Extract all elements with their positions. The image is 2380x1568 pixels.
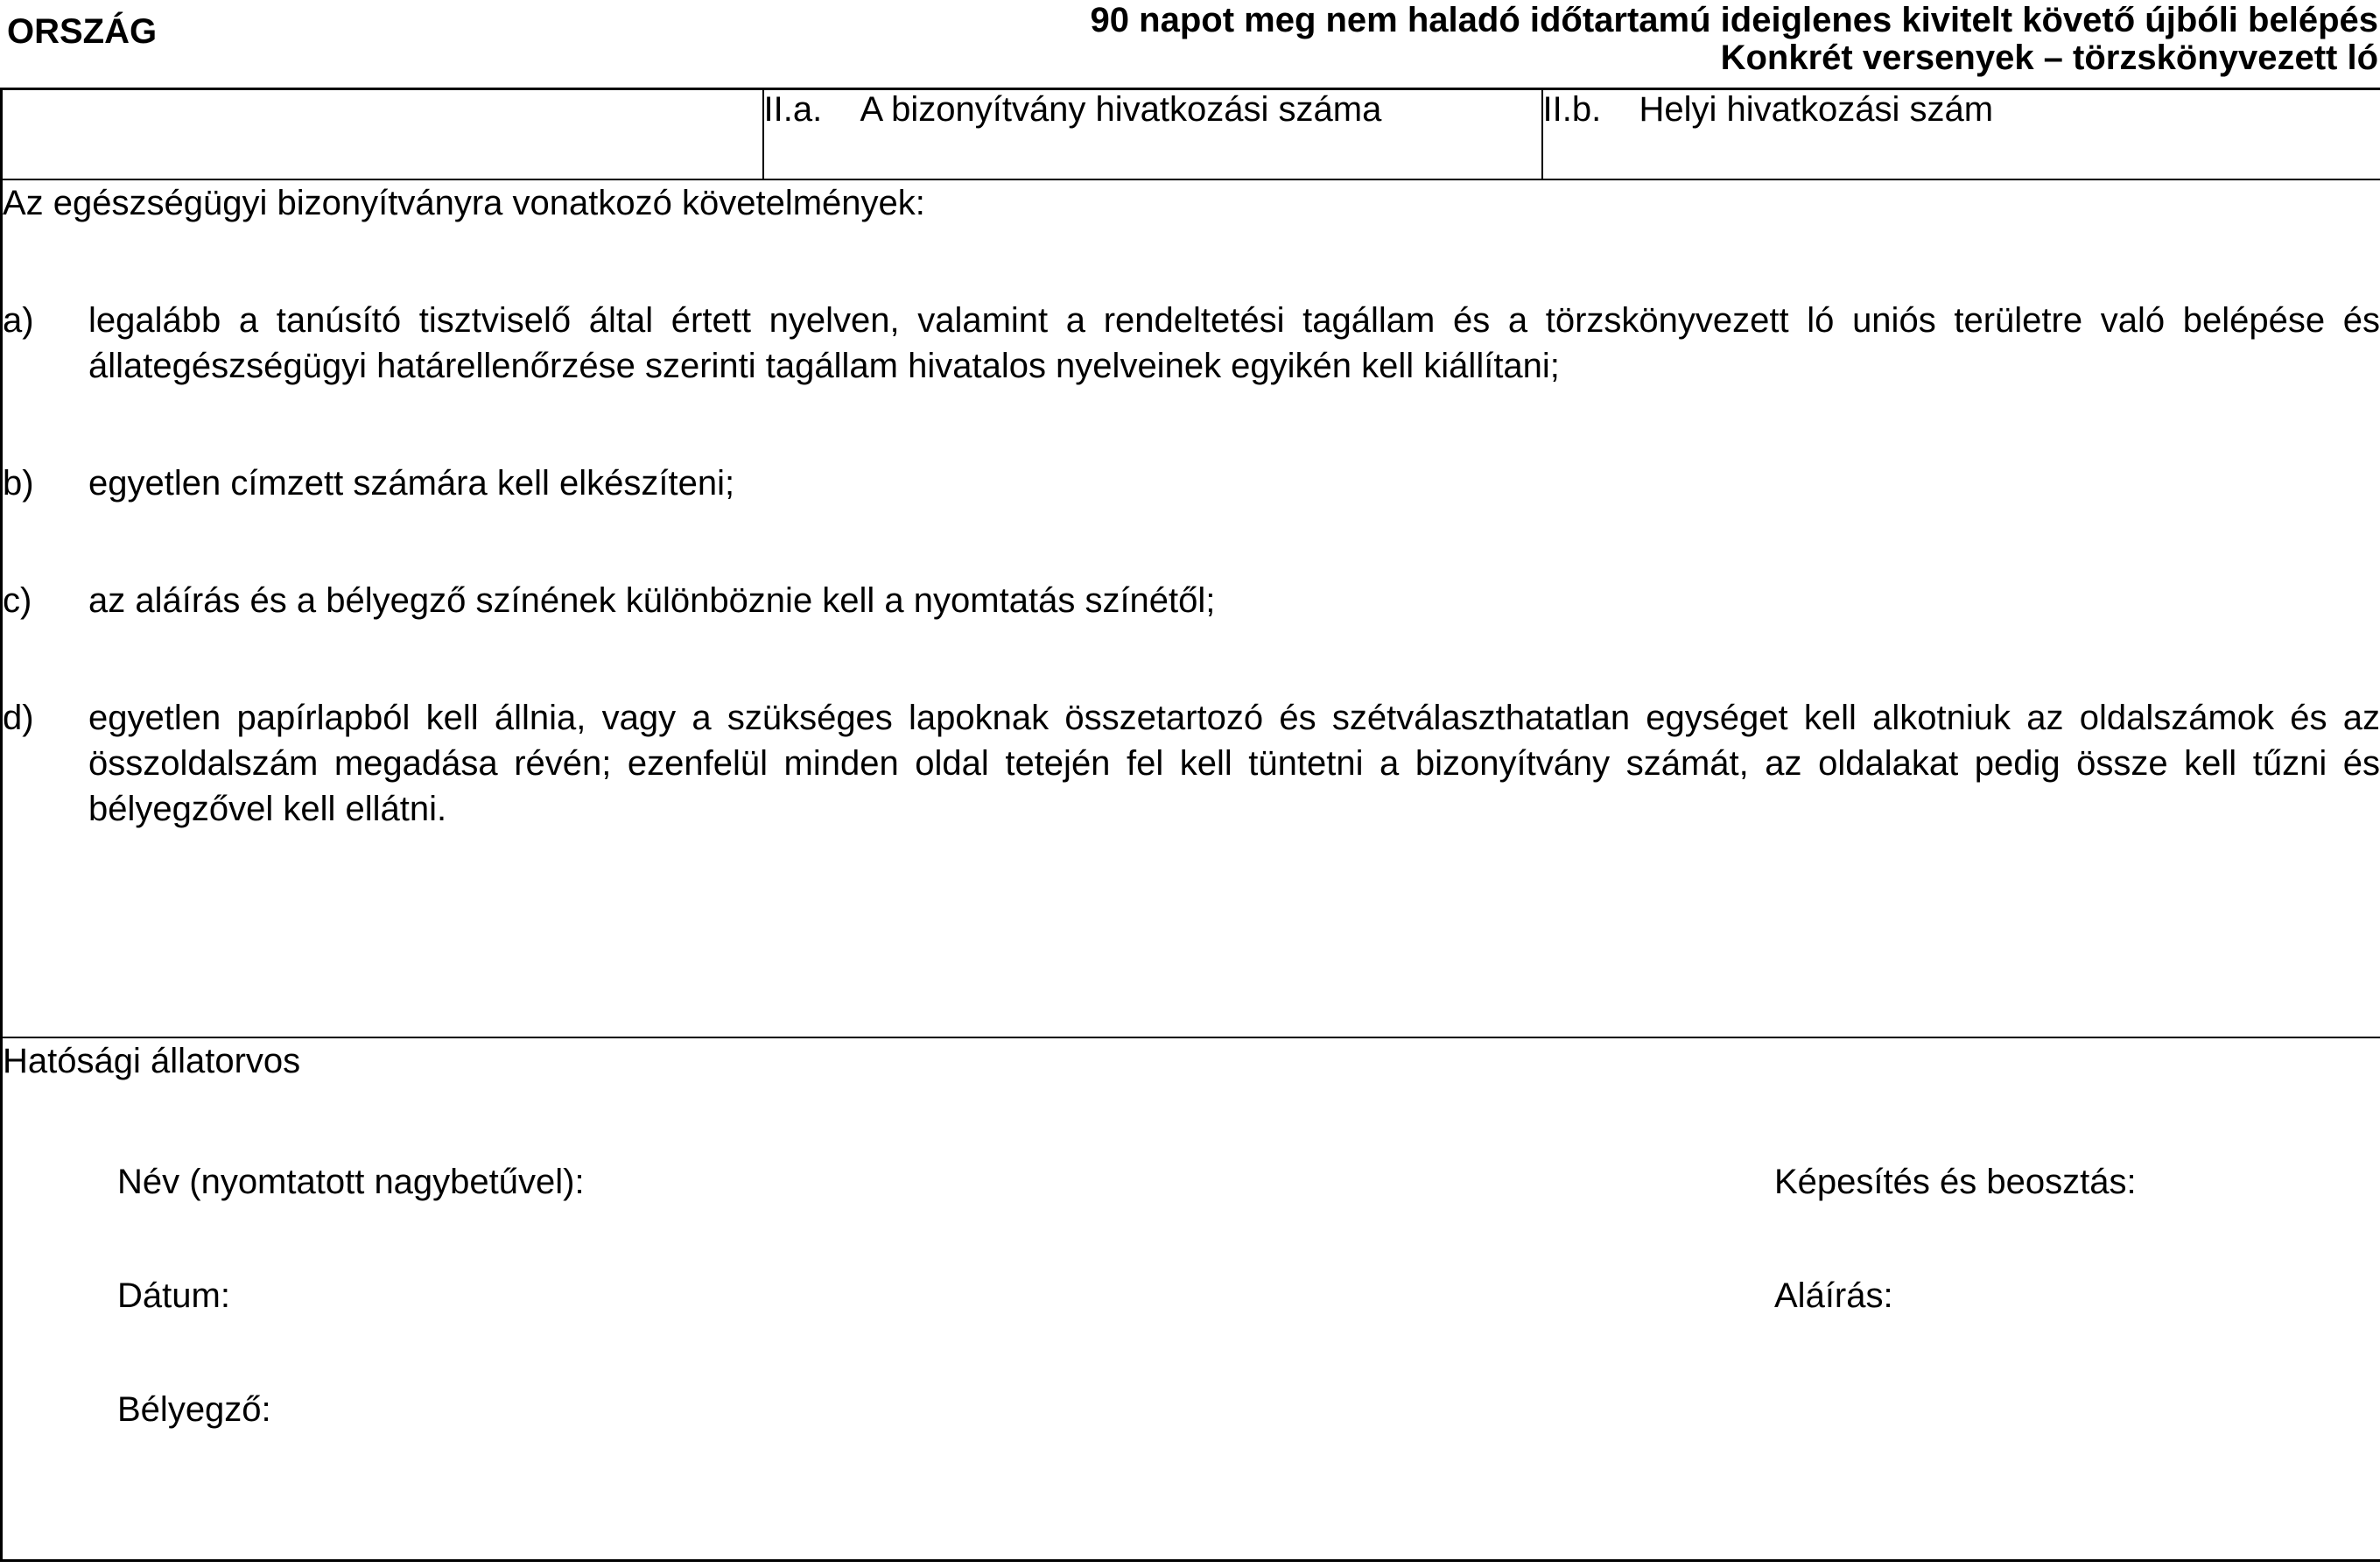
requirement-item-d-text: egyetlen papírlapból kell állnia, vagy a szükséges lapoknak összetartozó és szétválaszthatatlan egységet kell alkotniuk az oldalszámok és az összoldalszám megadása révén; ezenfelül minden oldal tetején fel kell tüntetni a bizonyítvány számát, az oldalakat pedig össze kell tűzni és bélyegzővel kell ellátni. <box>88 698 2380 828</box>
signature-cell <box>2 1037 2380 1561</box>
stamp-row <box>3 1387 2380 1432</box>
requirement-item-b <box>3 461 2380 506</box>
signature-label: Aláírás: <box>1774 1276 1893 1315</box>
date-label: Dátum: <box>117 1276 230 1315</box>
local-reference-cell <box>1542 89 2380 179</box>
requirements-intro: Az egészségügyi bizonyítványra vonatkozó követelmények: <box>3 183 925 222</box>
requirement-item-a-label: a) <box>3 300 34 340</box>
date-signature-row <box>3 1273 2380 1318</box>
signature-row <box>2 1037 2380 1561</box>
certificate-reference-prefix: II.a. <box>763 90 823 129</box>
local-reference-label: Helyi hivatkozási szám <box>1639 90 1994 129</box>
requirement-item-d <box>3 695 2380 832</box>
requirement-item-a-text: legalább a tanúsító tisztviselő által értett nyelven, valamint a rendeltetési tagállam és a törzskönyvezett ló uniós területre való belépése és állategészségügyi határellenőrzése szerinti tagállam hivatalos nyelveinek egyikén kell kiállítani; <box>88 300 2380 385</box>
requirement-item-b-label: b) <box>3 463 34 503</box>
requirement-item-c <box>3 578 2380 623</box>
requirement-item-a <box>3 298 2380 389</box>
requirements-row <box>2 179 2380 1037</box>
document-title-line1: 90 napot meg nem haladó időtartamú ideiglenes kivitelt követő újbóli belépés <box>1090 1 2378 39</box>
stamp-label: Bélyegző: <box>117 1389 271 1429</box>
official-veterinarian-heading: Hatósági állatorvos <box>3 1041 301 1080</box>
qualification-label: Képesítés és beosztás: <box>1774 1162 2137 1201</box>
country-label: ORSZÁG <box>7 12 158 51</box>
requirements-cell <box>2 179 2380 1037</box>
certificate-reference-cell <box>763 89 1542 179</box>
reference-empty-cell <box>2 89 763 179</box>
reference-header-row <box>2 89 2380 179</box>
page-header <box>0 0 2380 88</box>
certificate-reference-label: A bizonyítvány hivatkozási száma <box>860 90 1382 129</box>
document-title <box>1091 0 2380 77</box>
name-qualification-row <box>3 1159 2380 1205</box>
requirement-item-c-label: c) <box>3 580 32 620</box>
requirement-item-b-text: egyetlen címzett számára kell elkészíteni; <box>88 463 735 503</box>
requirement-item-d-label: d) <box>3 698 34 737</box>
name-label: Név (nyomtatott nagybetűvel): <box>117 1162 585 1201</box>
certificate-table <box>0 88 2380 1562</box>
local-reference-prefix: II.b. <box>1542 90 1602 129</box>
document-title-line2: Konkrét versenyek – törzskönyvezett ló <box>1720 39 2378 77</box>
requirement-item-c-text: az aláírás és a bélyegző színének különböznie kell a nyomtatás színétől; <box>88 580 1216 620</box>
